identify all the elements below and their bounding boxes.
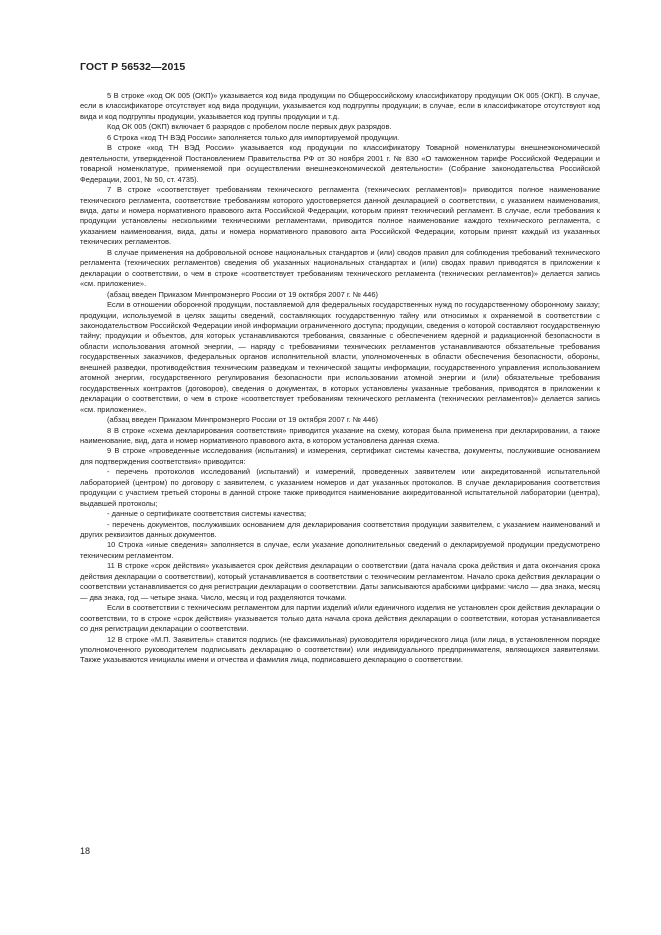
paragraph-validity-batch: Если в соответствии с техническим регламентом для партии изделий и/или единичного изделия не установлен срок действия декларации о соответствии, то в строке «срок действия» указывается только дата начала срока действия декларации о соответствии, которая устанавливается со дня регистрации декларации о соответствии. (80, 603, 600, 634)
page-number: 18 (80, 846, 91, 856)
paragraph-tnved: В строке «код ТН ВЭД России» указывается код продукции по классификатору Товарной номенклатуры внешнеэкономической деятельности, утвержденной Постановлением Правительства РФ от 30 ноября 2001 г. № 830 «О таможенном тарифе Российской Федерации и товарной номенклатуре, применяемой при осуществлении внешнеэкономической деятельности» (Собрание законодательства Российской Федерации, 2001, № 50, ст. 4735). (80, 143, 600, 184)
paragraph-okp-digits: Код ОК 005 (ОКП) включает 6 разрядов с пробелом после первых двух разрядов. (107, 122, 392, 132)
paragraph-item-5: 5 В строке «код ОК 005 (ОКП)» указывается код вида продукции по Общероссийскому классификатору продукции ОК 005 (ОКП). В случае, если в классификаторе отсутствует код вида продукции, указывается код подгруппы продукции; в случае, если в классификаторе отсутствуют код вида и код подгруппы продукции, указывается код группы продукции и т.д. (80, 91, 600, 121)
paragraph-amendment-note: (абзац введен Приказом Минпромэнерго России от 19 октября 2007 г. № 446) (107, 415, 378, 425)
paragraph-item-7: 7 В строке «соответствует требованиям технического регламента (технических регламентов)» приводится полное наименование технического регламента, соответствие требованиям которого удостоверяется данной декларацией о соответствии, с указанием наименования, вида, даты и номера нормативного правового акта Российской Федерации, которым принят технический регламент. В случае, если требования к продукции установлены несколькими техническими регламентами, приводится полное наименование каждого технического регламента, с указанием наименования, вида, даты и номера нормативного правового акта Российской Федерации, которым принят каждый из указанных технических регламентов. (80, 185, 600, 247)
paragraph-item-11: 11 В строке «срок действия» указывается срок действия декларации о соответствии (дата начала срока действия и дата окончания срока действия декларации о соответствии), который устанавливается в соответствии с техническим регламентом. Начало срока действия декларации о соответствии устанавливается со дня регистрации декларации о соответствии. Даты записываются арабскими цифрами: число — два знака, месяц — два знака, год — четыре знака. Число, месяц и год разделяются точками. (80, 561, 600, 602)
paragraph-item-10: 10 Строка «иные сведения» заполняется в случае, если указание дополнительных сведений о декларируемой продукции предусмотрено техническим регламентом. (80, 540, 600, 560)
list-item-documents: - перечень документов, послуживших основанием для декларирования соответствия продукции заявителем, с указанием наименований и других реквизитов данных документов. (80, 519, 600, 540)
document-body (80, 91, 600, 666)
paragraph-defense-products: Если в отношении оборонной продукции, поставляемой для федеральных государственных нужд по государственному оборонному заказу; продукции, используемой в целях защиты сведений, составляющих государственную тайну или относимых к охраняемой в соответствии с законодательством Российской Федерации иной информации ограниченного доступа; продукции, сведения о которой составляют государственную тайну; продукции и объектов, для которых устанавливаются требования, связанные с обеспечением ядерной и радиационной безопасности в области использования атомной энергии, — наряду с требованиями технических регламентов устанавливаются обязательные требования государственных заказчиков, федеральных органов исполнительной власти, уполномоченных в области обеспечения безопасности, обороны, внешней разведки, противодействия техническим разведкам и технической защиты информации, государственного управления использованием атомной энергии, государственного регулирования безопасности при использовании атомной энергии и (или) обязательные требования государственных контрактов (договоров), сведения о документах, в которых установлены указанные требования, приводятся в приложении к декларации о соответствии, о чем в строке «соответствует требованиям технического регламента (технических регламентов)» делается запись «см. приложение». (80, 300, 600, 414)
document-header: ГОСТ Р 56532—2015 (80, 61, 186, 73)
paragraph-amendment-note: (абзац введен Приказом Минпромэнерго России от 19 октября 2007 г. № 446) (107, 289, 378, 299)
paragraph-item-6: 6 Строка «код ТН ВЭД России» заполняется только для импортируемой продукции. (107, 132, 400, 142)
paragraph-voluntary-standards: В случае применения на добровольной основе национальных стандартов и (или) сводов правил для соблюдения требований технического регламента (технических регламентов) сведения об указанных национальных стандартах и (или) сводах правил приводятся в приложении к декларации о соответствии, о чем в строке «соответствует требованиям технического регламента (технических регламентов)» делается запись «см. приложение». (80, 247, 600, 289)
list-item-quality-certificate: - данные о сертификате соответствия системы качества; (107, 509, 307, 519)
paragraph-item-8: 8 В строке «схема декларирования соответствия» приводится указание на схему, которая была применена при декларировании, а также наименование, вид, дата и номер нормативного правового акта, в котором установлена данная схема. (80, 425, 600, 445)
list-item-protocols: - перечень протоколов исследований (испытаний) и измерений, проведенных заявителем или аккредитованной испытательной лабораторией (центром) по договору с заявителем, с указанием номеров и дат указанных протоколов. В случае декларирования соответствия продукции с участием третьей стороны в данной строке также приводится наименование аккредитованной испытательной лаборатории (центра), выдавшей протоколы; (80, 467, 600, 508)
paragraph-item-12: 12 В строке «М.П. Заявитель» ставится подпись (не факсимильная) руководителя юридического лица (или лица, в установленном порядке уполномоченного руководителем подписывать декларацию о соответствии) или индивидуального предпринимателя, являющихся заявителями. Также указываются инициалы имени и отчества и фамилия лица, подписавшего декларацию о соответствии. (80, 634, 600, 665)
paragraph-item-9: 9 В строке «проведенные исследования (испытания) и измерения, сертификат системы качества, документы, послужившие основанием для подтверждения соответствия» приводится: (80, 446, 600, 466)
